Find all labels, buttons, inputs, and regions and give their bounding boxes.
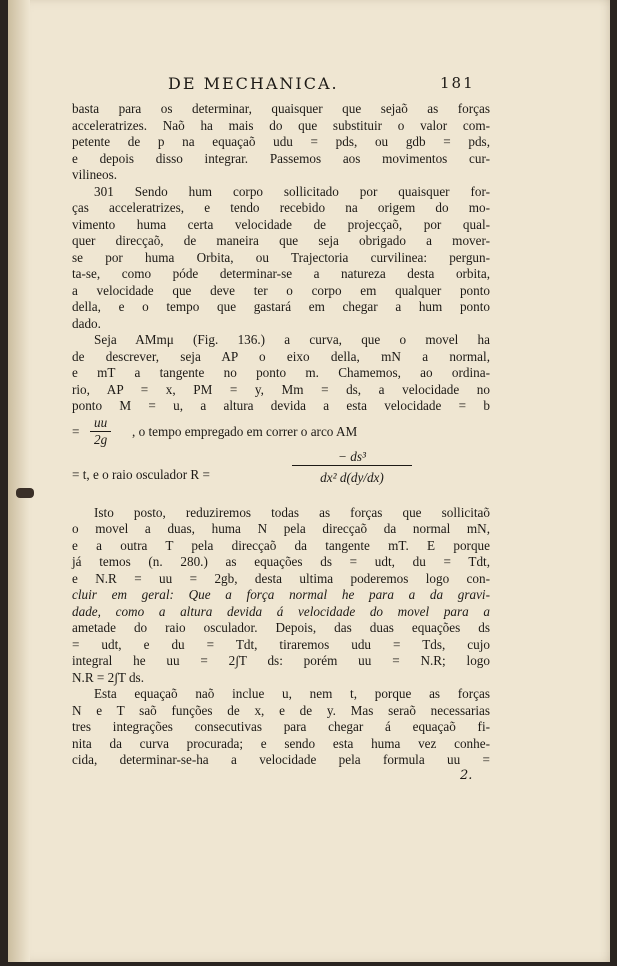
text-line: integral he uu = 2∫T ds: porém uu = N.R; logo bbox=[72, 653, 490, 668]
text-line: vimento huma certa velocidade de projecçaõ, por qual- bbox=[72, 216, 490, 232]
text-line: acceleratrizes. Naõ ha mais do que substituir o valor com- bbox=[72, 117, 490, 133]
paragraph-isto-posto bbox=[72, 505, 490, 687]
text-line: N.R = 2∫T ds. bbox=[72, 669, 144, 685]
eq1-numerator: uu bbox=[90, 415, 111, 433]
text-line: a velocidade que deve ter o corpo em qualquer ponto bbox=[72, 282, 490, 298]
text-line: ametade do raio osculador. Depois, das duas equações ds bbox=[72, 620, 490, 635]
paragraph-seja bbox=[72, 332, 490, 415]
text-line: Seja AMmμ (Fig. 136.) a curva, que o movel ha bbox=[94, 332, 490, 347]
text-line: dado. bbox=[72, 315, 101, 331]
header-title: DE MECHANICA. bbox=[168, 74, 339, 93]
page-spine-shadow bbox=[8, 0, 30, 962]
text-line: basta para os determinar, quaisquer que sejaõ as forças bbox=[72, 101, 490, 116]
text-line: N e T saõ funções de x, e de y. Mas seraõ necessarias bbox=[72, 702, 490, 718]
text-line: Esta equaçaõ naõ inclue u, nem t, porque as forças bbox=[94, 686, 490, 701]
equation-velocity-time bbox=[72, 415, 490, 449]
eq1-prefix: = bbox=[72, 423, 80, 439]
book-page bbox=[8, 0, 610, 962]
eq2-fraction bbox=[292, 449, 412, 487]
eq2-numerator: − ds³ bbox=[292, 449, 412, 467]
page-number: 181 bbox=[440, 74, 475, 92]
text-line: já temos (n. 280.) as equações ds = udt, du = Tdt, bbox=[72, 554, 490, 569]
text-line: Isto posto, reduziremos todas as forças que sollicitaõ bbox=[94, 504, 490, 520]
eq2-prefix: = t, e o raio osculador R = bbox=[72, 466, 210, 482]
eq1-denominator: 2g bbox=[94, 432, 108, 447]
text-line: e N.R = uu = 2gb, desta ultima poderemos logo con- bbox=[72, 570, 490, 586]
text-line: dade, como a altura devida á velocidade do movel para a bbox=[72, 603, 490, 619]
text-line: cida, determinar-se-ha a velocidade pela formula uu = bbox=[72, 752, 490, 767]
text-line: cluir em geral: Que a força normal he para a da gravi- bbox=[72, 587, 490, 602]
eq1-suffix: , o tempo empregado em correr o arco AM bbox=[132, 423, 358, 439]
text-line: quer direcçaõ, de maneira que seja obrigado a mover- bbox=[72, 233, 490, 248]
eq2-denominator: dx² d(dy/dx) bbox=[320, 470, 384, 485]
text-body bbox=[72, 101, 490, 769]
text-line: e depois disso integrar. Passemos aos movimentos cur- bbox=[72, 150, 490, 166]
text-line: o movel a duas, huma N pela direcçaõ da normal mN, bbox=[72, 521, 490, 536]
ink-stain bbox=[16, 488, 34, 498]
paragraph-intro bbox=[72, 101, 490, 184]
text-line: tres integrações consecutivas para chegar á equaçaõ fi- bbox=[72, 719, 490, 734]
catchword: 2. bbox=[460, 768, 473, 783]
text-line: de descrever, seja AP o eixo della, mN a normal, bbox=[72, 348, 490, 364]
text-line: se por huma Orbita, ou Trajectoria curvilinea: pergun- bbox=[72, 249, 490, 265]
paragraph-esta-equacao bbox=[72, 686, 490, 769]
text-line: = udt, e du = Tdt, tiraremos udu = Tds, cujo bbox=[72, 636, 490, 652]
text-line: petente de p na equaçaõ udu = pds, ou gdb = pds, bbox=[72, 134, 490, 149]
text-line: vilineos. bbox=[72, 167, 118, 182]
text-line: e a outra T pela direcçaõ da tangente mT. E porque bbox=[72, 537, 490, 553]
equation-osculating-radius bbox=[72, 449, 490, 505]
text-line: rio, AP = x, PM = y, Mm = ds, a velocidade no bbox=[72, 381, 490, 397]
text-line: ças acceleratrizes, e tendo recebido na origem do mo- bbox=[72, 200, 490, 215]
eq1-fraction bbox=[90, 415, 111, 449]
text-line: ponto M = u, a altura devida a esta velocidade = b bbox=[72, 398, 490, 413]
paragraph-301 bbox=[72, 184, 490, 333]
text-line: e mT a tangente no ponto m. Chamemos, ao ordina- bbox=[72, 365, 490, 380]
text-line: ta-se, como póde determinar-se a natureza desta orbita, bbox=[72, 266, 490, 281]
text-line: nita da curva procurada; e sendo esta huma vez conhe- bbox=[72, 735, 490, 751]
text-line: 301 Sendo hum corpo sollicitado por quaisquer for- bbox=[94, 183, 490, 199]
text-line: della, e o tempo que gastará em chegar a hum ponto bbox=[72, 299, 490, 314]
